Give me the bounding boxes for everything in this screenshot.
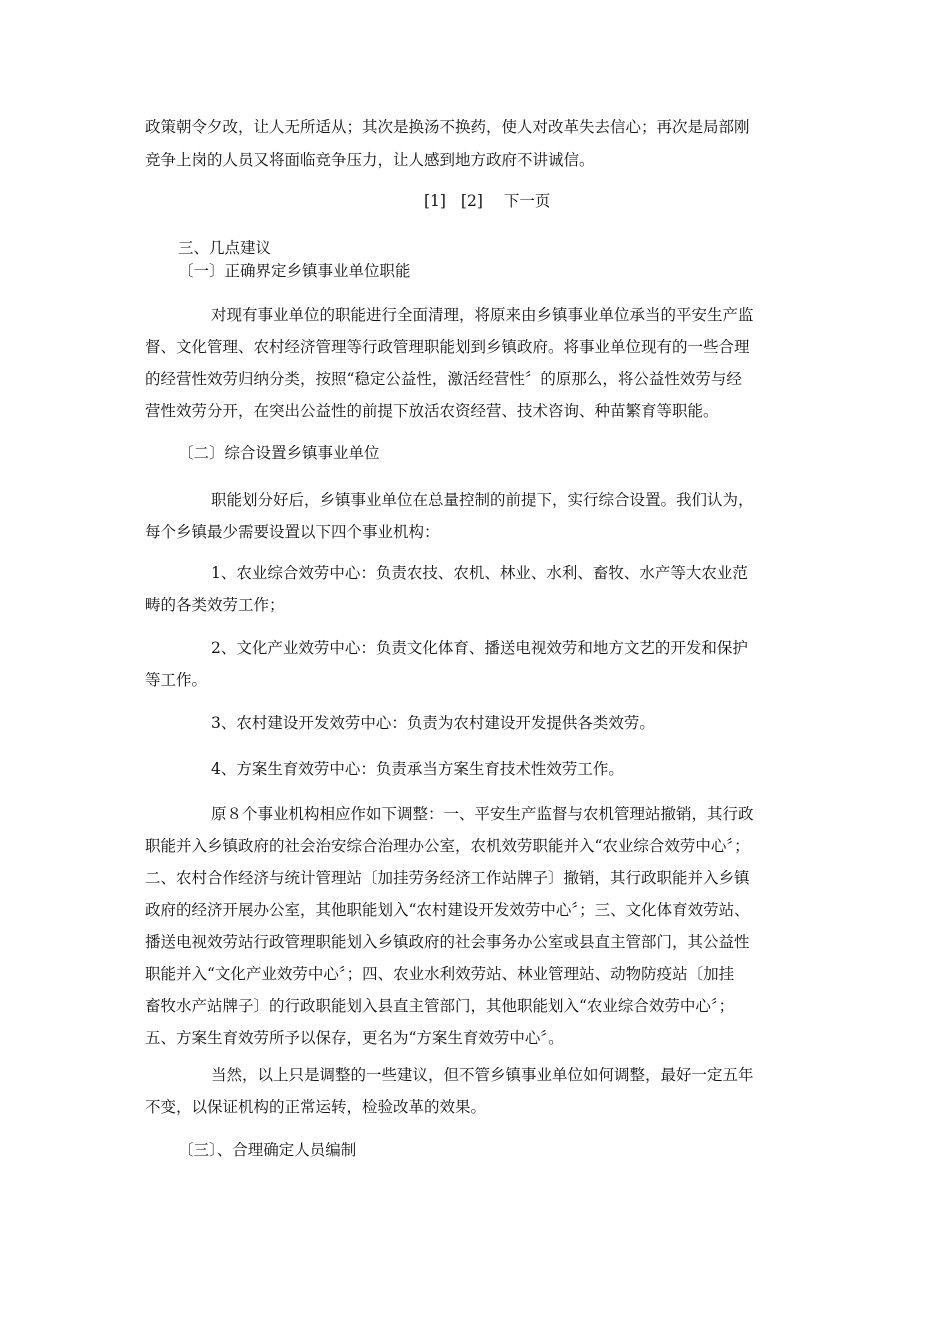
subsection-3-heading: 〔三〕、合理确定人员编制 xyxy=(178,1141,357,1159)
intro-line-2: 竞争上岗的人员又将面临竞争压力，让人感到地方政府不讲诚信。 xyxy=(145,151,595,169)
adjust-line-3: 二、农村合作经济与统计管理站〔加挂劳务经济工作站牌子〕撤销，其行政职能并入乡镇 xyxy=(145,869,750,887)
next-page-link[interactable]: 下一页 xyxy=(503,192,551,210)
intro-line-1: 政策朝令夕改，让人无所适从；其次是换汤不换药，使人对改革失去信心；再次是局部刚 xyxy=(145,118,750,136)
closing-line-2: 不变，以保证机构的正常运转，检验改革的效果。 xyxy=(145,1098,487,1116)
adjust-line-7: 畜牧水产站牌子〕的行政职能划入县直主管部门，其他职能划入“农业综合效劳中心〞； xyxy=(145,997,735,1015)
adjust-line-1: 原８个事业机构相应作如下调整：一、平安生产监督与农机管理站撤销，其行政 xyxy=(211,805,754,823)
item-1-line-1: 1、农业综合效劳中心：负责农技、农机、林业、水利、畜牧、水产等大农业范 xyxy=(211,564,748,582)
pagination xyxy=(424,191,550,211)
sub2-paragraph-line-1: 职能划分好后，乡镇事业单位在总量控制的前提下，实行综合设置。我们认为， xyxy=(211,491,754,509)
section-heading: 三、几点建议 xyxy=(178,239,272,257)
item-3: 3、农村建设开发效劳中心：负责为农村建设开发提供各类效劳。 xyxy=(211,714,655,732)
adjust-line-8: 五、方案生育效劳所予以保存，更名为“方案生育效劳中心〞。 xyxy=(145,1029,564,1047)
sub2-paragraph-line-2: 每个乡镇最少需要设置以下四个事业机构： xyxy=(145,523,440,541)
sub1-paragraph-line-2: 督、文化管理、农村经济管理等行政管理职能划到乡镇政府。将事业单位现有的一些合理 xyxy=(145,338,750,356)
item-2-line-2: 等工作。 xyxy=(145,671,208,689)
page-link-2[interactable]: [2] xyxy=(460,192,483,210)
item-2-line-1: 2、文化产业效劳中心：负责文化体育、播送电视效劳和地方文艺的开发和保护 xyxy=(211,639,748,657)
sub1-paragraph-line-3: 的经营性效劳归纳分类，按照“稳定公益性，激活经营性〞的原那么，将公益性效劳与经 xyxy=(145,370,742,388)
item-1-line-2: 畴的各类效劳工作； xyxy=(145,596,285,614)
subsection-2-heading: 〔二〕综合设置乡镇事业单位 xyxy=(178,444,380,462)
item-4: 4、方案生育效劳中心：负责承当方案生育技术性效劳工作。 xyxy=(211,760,624,778)
subsection-1-heading: 〔一〕正确界定乡镇事业单位职能 xyxy=(178,262,411,280)
adjust-line-6: 职能并入“文化产业效劳中心〞；四、农业水利效劳站、林业管理站、动物防疫站〔加挂 xyxy=(145,965,735,983)
adjust-line-2: 职能并入乡镇政府的社会治安综合治理办公室，农机效劳职能并入“农业综合效劳中心〞； xyxy=(145,837,750,855)
adjust-line-5: 播送电视效劳站行政管理职能划入乡镇政府的社会事务办公室或县直主管部门，其公益性 xyxy=(145,933,750,951)
sub1-paragraph-line-1: 对现有事业单位的职能进行全面清理，将原来由乡镇事业单位承当的平安生产监 xyxy=(211,306,754,324)
adjust-line-4: 政府的经济开展办公室，其他职能划入“农村建设开发效劳中心〞；三、文化体育效劳站、 xyxy=(145,901,750,919)
closing-line-1: 当然，以上只是调整的一些建议，但不管乡镇事业单位如何调整，最好一定五年 xyxy=(211,1066,754,1084)
sub1-paragraph-line-4: 营性效劳分开，在突出公益性的前提下放活农资经营、技术咨询、种苗繁育等职能。 xyxy=(145,402,719,420)
page-link-1[interactable]: [1] xyxy=(424,192,446,210)
